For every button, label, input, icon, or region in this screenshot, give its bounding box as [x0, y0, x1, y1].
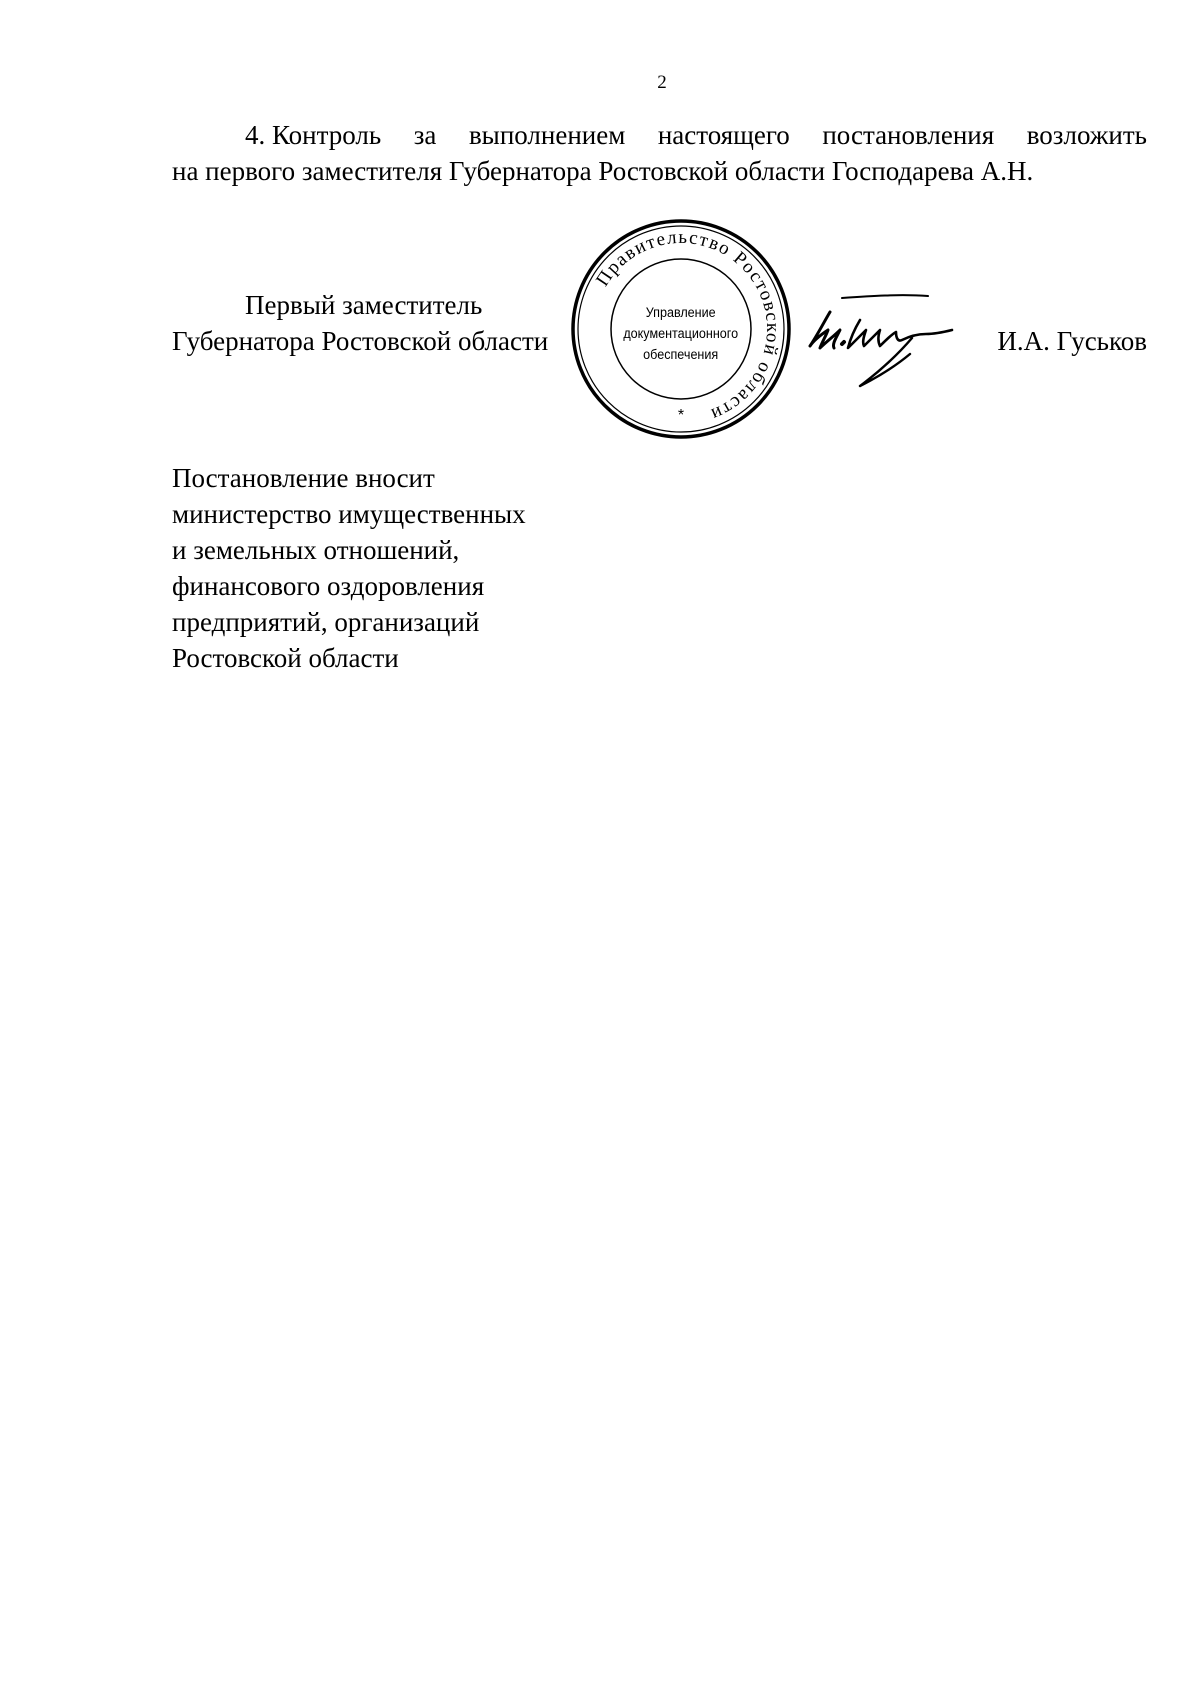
- introducer-line: министерство имущественных: [172, 499, 526, 529]
- stamp-ring-text: Правительство Ростовской области: [592, 226, 784, 426]
- signer-title: [172, 287, 548, 359]
- introducer-line: Постановление вносит: [172, 463, 435, 493]
- introducer-note: [172, 460, 526, 676]
- introducer-line: и земельных отношений,: [172, 535, 460, 565]
- clause-word: за: [413, 120, 437, 150]
- introducer-line: финансового оздоровления: [172, 571, 485, 601]
- introducer-line: предприятий, организаций: [172, 607, 480, 637]
- clause-word: 4. Контроль: [245, 120, 382, 150]
- page-number: 2: [657, 72, 667, 93]
- official-stamp: [570, 218, 792, 440]
- clause-line-1: [172, 117, 1147, 153]
- signer-title-line-1: Первый заместитель: [245, 290, 483, 320]
- introducer-line: Ростовской области: [172, 643, 399, 673]
- clause-word: выполнением: [468, 120, 626, 150]
- handwritten-signature: [800, 290, 980, 400]
- stamp-center-line-2: документационного: [623, 325, 739, 342]
- clause-word: настоящего: [657, 120, 790, 150]
- stamp-center-line-3: обеспечения: [643, 346, 719, 363]
- clause-word: постановления: [822, 120, 995, 150]
- signer-title-line-2: Губернатора Ростовской области: [172, 326, 549, 356]
- signer-name: И.А. Гуськов: [997, 326, 1147, 356]
- stamp-center-line-1: Управление: [645, 304, 716, 321]
- clause-line-2: на первого заместителя Губернатора Ростовской области Господарева А.Н.: [172, 156, 1034, 186]
- stamp-star: *: [677, 407, 685, 424]
- clause-word: возложить: [1026, 120, 1147, 150]
